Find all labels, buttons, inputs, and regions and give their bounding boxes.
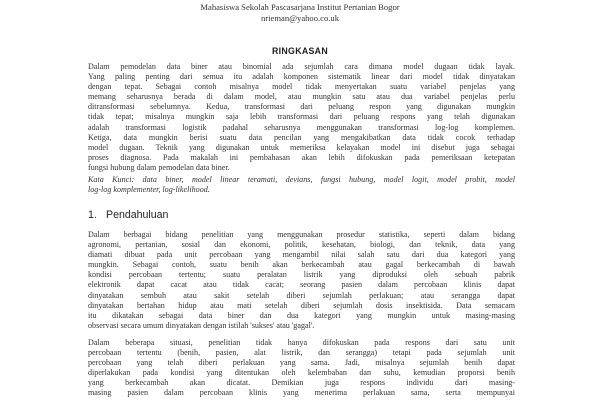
body-line: dinyatakan sembuh atau sakit setelah diberi sejumlah perlakuan; atau serangga dapat: [88, 290, 515, 300]
abstract-paragraph: [88, 62, 515, 173]
abstract-line: Ketiga, data mungkin berisi suatu data pencilan yang mengakibatkan data tidak cocok terhadap: [88, 132, 515, 142]
author-email: nrieman@yahoo.co.uk: [260, 13, 340, 23]
abstract-line: adalah transformasi logistik padahal seharusnya menggunakan transformasi log-log komplemen.: [88, 122, 515, 132]
abstract-line: Dalam pemodelan data biner atau binomial ada sejumlah cara dimana model dugaan tidak layak.: [88, 62, 515, 71]
abstract-line: ditransformasi sebelumnya. Kedua, transformasi dari peluang respon yang digunakan mungkin: [88, 102, 515, 112]
body-line: percobaan tertentu (benih, pasien, alat listrik, dan serangga) tetapi pada sejumlah unit: [88, 348, 515, 358]
body-line: Dalam berbagai bidang penelitian yang menggunakan prosedur statistika, seperti dalam bidang: [88, 230, 515, 239]
keywords-paragraph: [88, 175, 515, 195]
body-line: observasi secara umum dinyatakan dengan istilah 'sukses' atau 'gagal'.: [88, 320, 315, 330]
body-line: masing pasien dalam percobaan klinis yang menerima perlakuan sama, serta mempunyai: [88, 388, 515, 398]
body-line: elektronik dapat cacat atau tidak cacat; seorang pasien dalam percobaan klinis dapat: [88, 280, 515, 290]
body-line: Dalam beberapa situasi, penelitian tidak hanya difokuskan pada respons dari satu unit: [88, 338, 515, 347]
keywords-line: Kata Kunci: data biner, model linear teramati, devians, fungsi hubung, model logit, model probit, model: [88, 175, 515, 184]
abstract-line: memang seharusnya berada di dalam model, atau mungkin satu atau dua variabel penjelas perlu: [88, 92, 515, 102]
section-heading: [88, 209, 168, 221]
body-line: agronomi, pertanian, sosial dan ekonomi, politik, kesehatan, biologi, dan teknik, data yang: [88, 240, 515, 250]
abstract-line: Yang paling penting dari semua itu adalah komponen sistematik linear dari model tidak dinyatakan: [88, 72, 515, 82]
body-line: dinyatakan bertahan hidup atau mati setelah diberi sejumlah dosis insektisida. Data semacam: [88, 300, 515, 310]
abstract-line: dengan tepat. Sebagai contoh misalnya model tidak menyertakan suatu variabel penjelas yang: [88, 82, 515, 92]
body-line: diamati dibuat pada unit percobaan yang mengambil nilai salah satu dari dua kategori yang: [88, 250, 515, 260]
body-line: yang berkecambah akan dicatat. Demikian juga respons individu dari masing-: [88, 378, 515, 388]
body-paragraph-1: [88, 230, 515, 331]
abstract-line: model dugaan. Teknik yang digunakan untuk memeriksa kelayakan model ini disebut juga sebagai: [88, 142, 515, 152]
author-affiliation: Mahasiswa Sekolah Pascasarjana Institut Pertanian Bogor: [200, 2, 400, 12]
body-line: mungkin. Sebagai contoh, suatu benih akan berkecambah atau gagal berkecambah di bawah: [88, 260, 515, 270]
section-title: Pendahuluan: [106, 209, 169, 221]
body-line: kondisi percobaan tertentu; suatu peralatan listrik yang diproduksi oleh sebuah pabrik: [88, 270, 515, 280]
section-number: 1.: [88, 209, 97, 221]
abstract-line: fungsi hubung dalam pemodelan data biner.: [88, 162, 230, 172]
keywords-line: log-log komplementer, log-likelihood.: [88, 185, 210, 195]
abstract-line: tidak tepat; misalnya mungkin saja lebih transformasi dari peluang respons yang telah digunakan: [88, 112, 515, 122]
body-paragraph-2: [88, 338, 515, 399]
abstract-line: proses diagnosa. Pada makalah ini pembahasan akan lebih difokuskan pada pemeriksaan ketepatan: [88, 152, 515, 162]
abstract-heading: RINGKASAN: [272, 46, 328, 56]
body-line: diperlakukan pada kondisi yang ditentukan oleh kelembaban dan suhu, kemudian proporsi benih: [88, 368, 515, 378]
body-line: itu dikatakan sebagai data biner dan dua kategori yang mungkin untuk masing-masing: [88, 310, 515, 320]
body-line: percobaan yang telah diberi perlakuan yang sama. Jadi, misalnya sejumlah benih dapat: [88, 358, 515, 368]
